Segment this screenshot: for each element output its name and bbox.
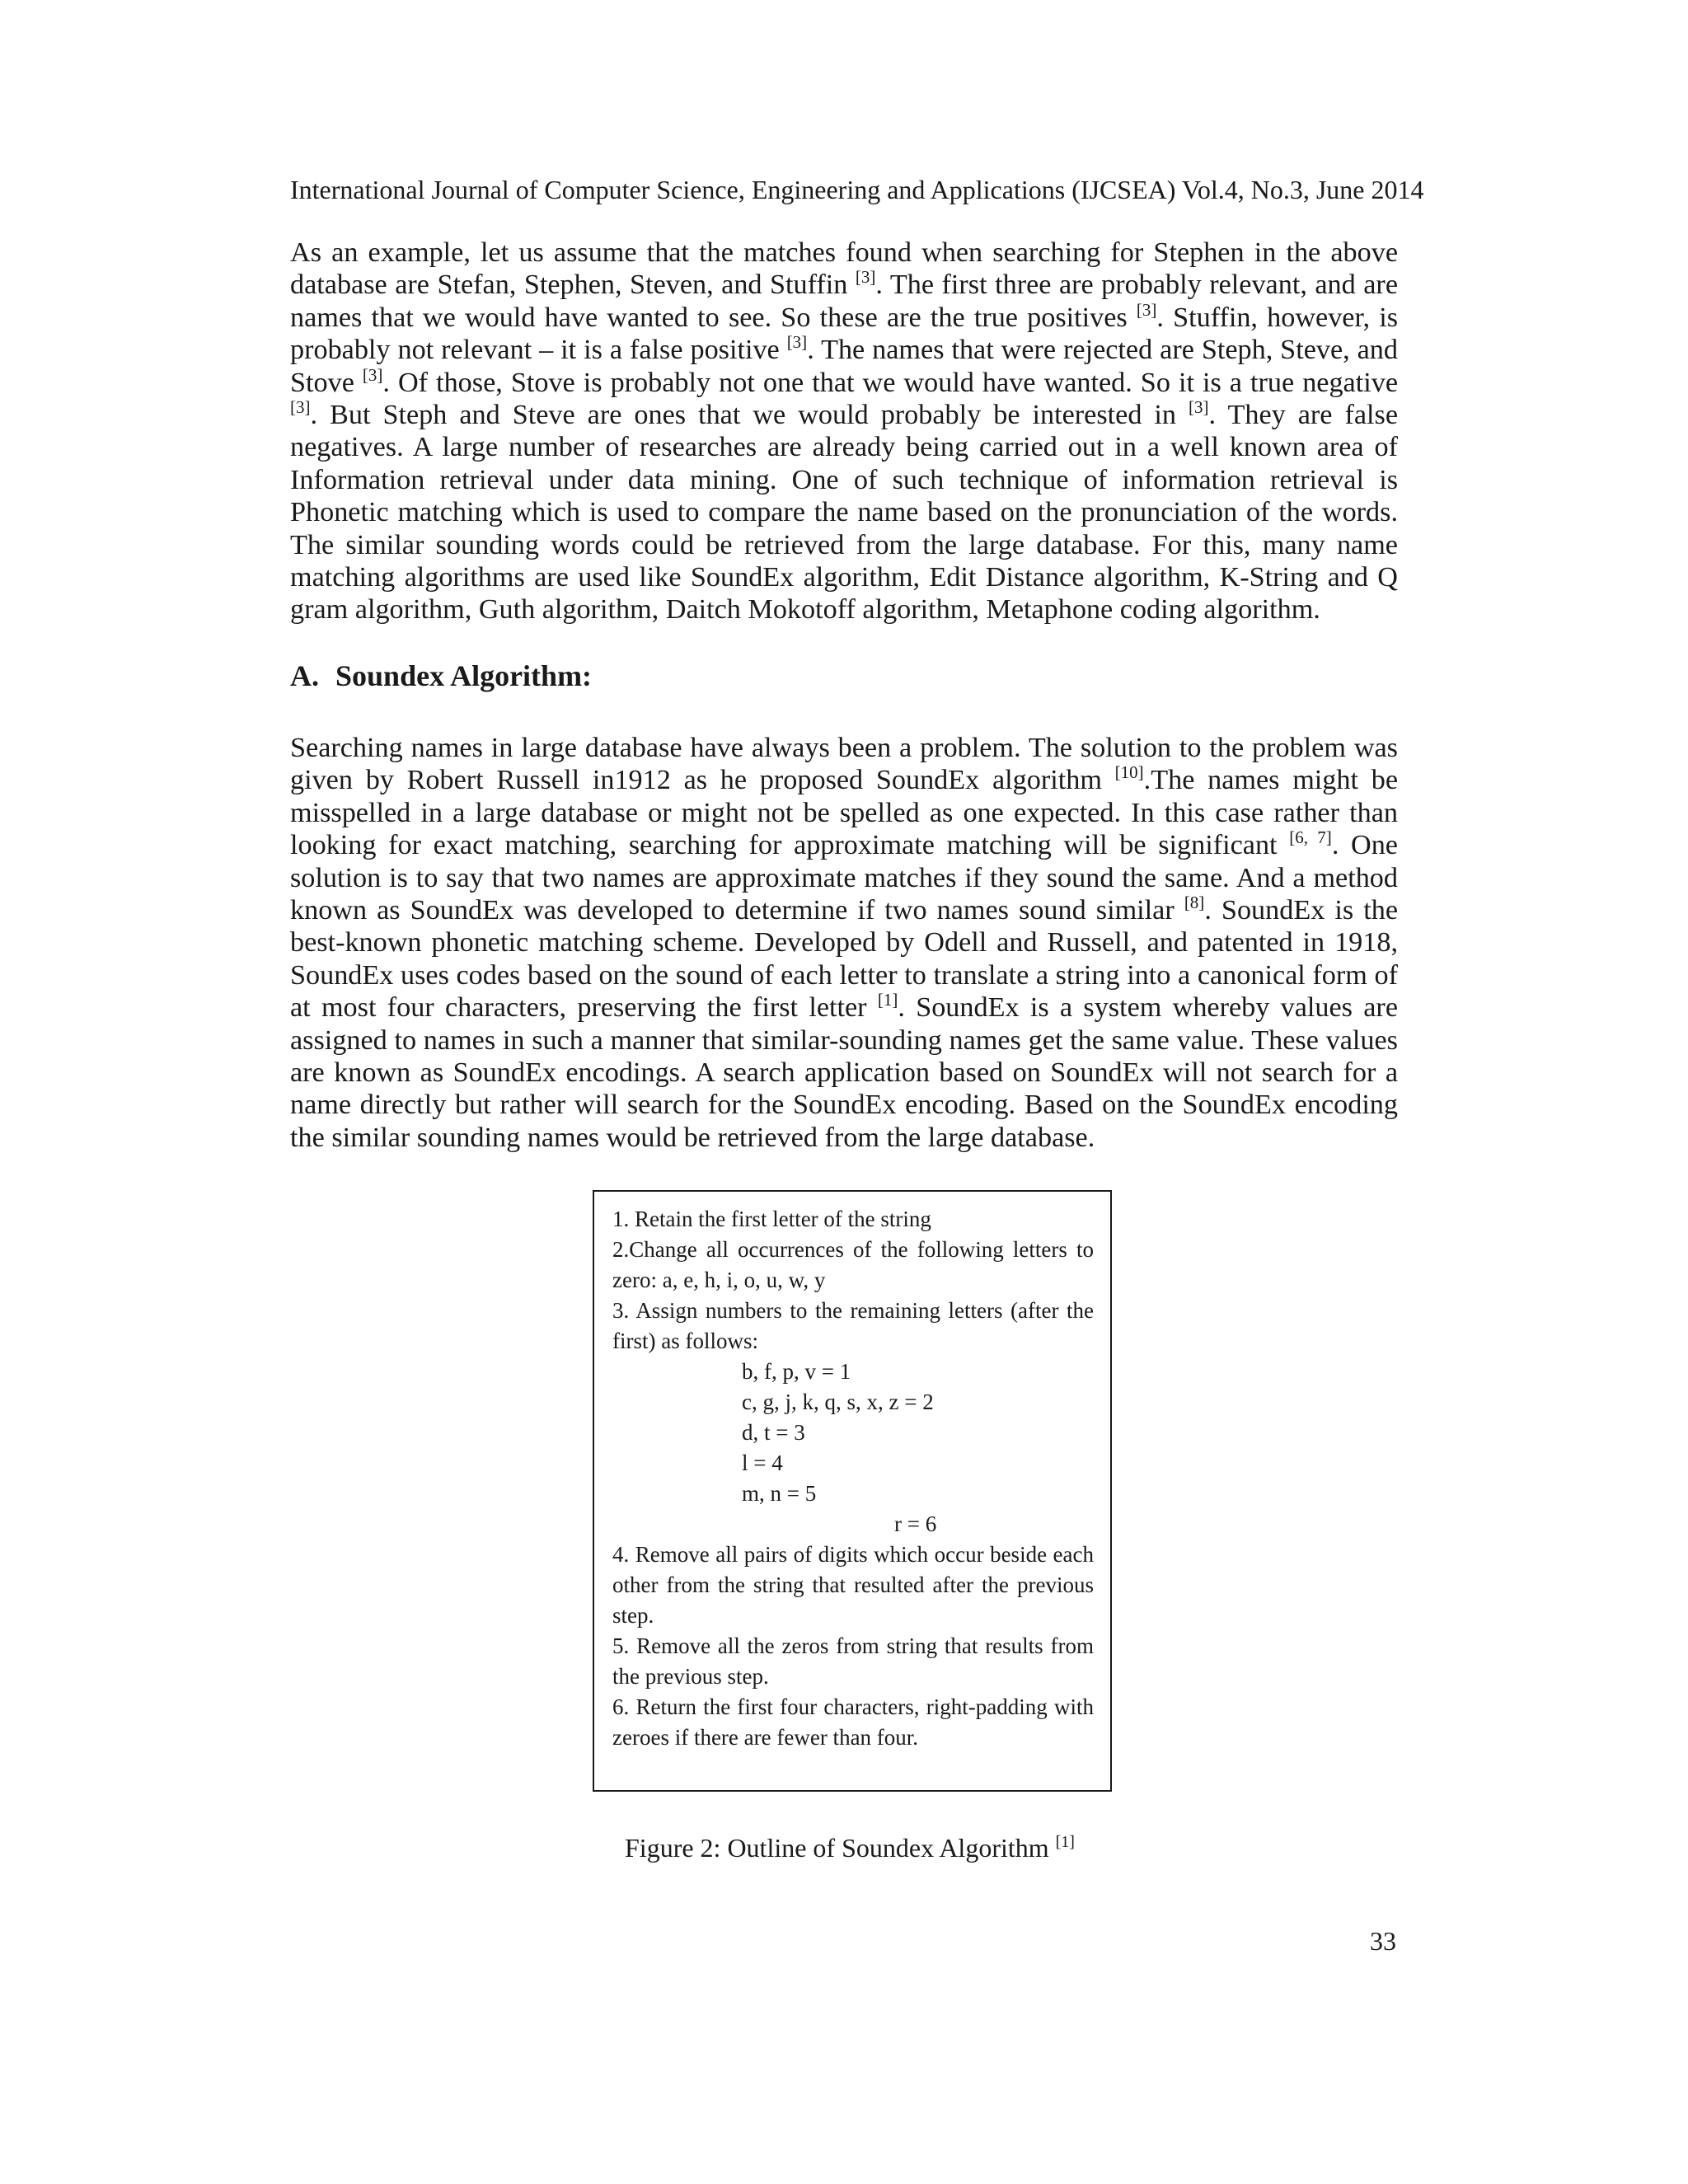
- step-1: 1. Retain the first letter of the string: [612, 1207, 931, 1231]
- paragraph-soundex: Searching names in large database have always been a problem. The solution to the problem was given by Robert Russell in1912 as he proposed SoundEx algorithm [10].The names might be misspelled in a large database or might not be spelled as one expected. In this case rather than looking for exact matching, searching for approximate matching will be significant [6, 7]. One solution is to say that two names are approximate matches if they sound the same. And a method known as SoundEx was developed to determine if two names sound similar [8]. SoundEx is the best-known phonetic matching scheme. Developed by Odell and Russell, and patented in 1918, SoundEx uses codes based on the sound of each letter to translate a string into a canonical form of at most four characters, preserving the first letter [1]. SoundEx is a system whereby values are assigned to names in such a manner that similar-sounding names get the same value. These values are known as SoundEx encodings. A search application based on SoundEx will not search for a name directly but rather will search for the SoundEx encoding. Based on the SoundEx encoding the similar sounding names would be retrieved from the large database.: [290, 733, 1398, 1153]
- step-4: 4. Remove all pairs of digits which occur beside each other from the string that resulted after the previous step.: [612, 1542, 1094, 1628]
- rule-item: m, n = 5: [742, 1481, 817, 1506]
- citation: [3]: [290, 397, 311, 418]
- citation: [3]: [855, 267, 876, 288]
- citation: [3]: [362, 364, 383, 385]
- section-heading: [290, 658, 592, 694]
- step-3: 3. Assign numbers to the remaining letters (after the first) as follows:: [612, 1298, 1094, 1353]
- paragraph-example: As an example, let us assume that the matches found when searching for Stephen in the above database are Stefan, Stephen, Steven, and Stuffin [3]. The first three are probably relevant, and are names that we would have wanted to see. So these are the true positives [3]. Stuffin, however, is probably not relevant – it is a false positive [3]. The names that were rejected are Steph, Steve, and Stove [3]. Of those, Stove is probably not one that we would have wanted. So it is a true negative [3]. But Steph and Steve are ones that we would probably be interested in [3]. They are false negatives. A large number of researches are already being carried out in a well known area of Information retrieval under data mining. One of such technique of information retrieval is Phonetic matching which is used to compare the name based on the pronunciation of the words. The similar sounding words could be retrieved from the large database. For this, many name matching algorithms are used like SoundEx algorithm, Edit Distance algorithm, K-String and Q gram algorithm, Guth algorithm, Daitch Mokotoff algorithm, Metaphone coding algorithm.: [290, 237, 1398, 626]
- page-number: 33: [1370, 1926, 1396, 1956]
- section-title: Soundex Algorithm:: [335, 659, 593, 692]
- step-5: 5. Remove all the zeros from string that results from the previous step.: [612, 1633, 1094, 1689]
- rule-item: b, f, p, v = 1: [742, 1359, 851, 1384]
- running-header: International Journal of Computer Science, Engineering and Applications (IJCSEA) Vol.4, No.3, June 2014: [290, 175, 1424, 204]
- rule-item: d, t = 3: [742, 1420, 805, 1445]
- citation: [1]: [1055, 1833, 1075, 1851]
- step-2: 2.Change all occurrences of the following letters to zero: a, e, h, i, o, u, w, y: [612, 1237, 1094, 1292]
- citation: [10]: [1114, 762, 1144, 783]
- step-6: 6. Return the first four characters, right-padding with zeroes if there are fewer than four.: [612, 1694, 1094, 1750]
- rule-item: c, g, j, k, q, s, x, z = 2: [742, 1390, 934, 1414]
- figure-caption: Figure 2: Outline of Soundex Algorithm [1]: [625, 1833, 1075, 1863]
- rule-item-r: r = 6: [894, 1511, 937, 1536]
- rule-item: l = 4: [742, 1451, 783, 1475]
- citation: [3]: [1136, 299, 1157, 320]
- citation: [1]: [877, 990, 898, 1010]
- citation: [3]: [786, 332, 808, 353]
- algorithm-figure-box: [593, 1190, 1112, 1792]
- citation: [3]: [1189, 397, 1209, 418]
- citation: [8]: [1184, 893, 1205, 913]
- citation: [6, 7]: [1289, 827, 1332, 848]
- section-number: A.: [290, 659, 319, 692]
